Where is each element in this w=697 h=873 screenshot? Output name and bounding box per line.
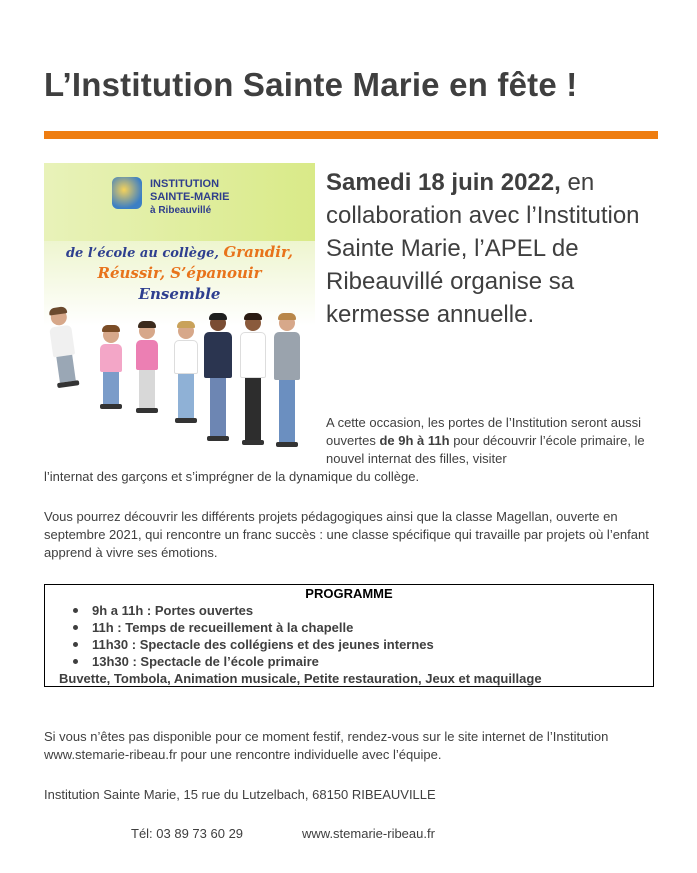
visit-paragraph-continued: l’internat des garçons et s’imprégner de la dynamique du collège. — [44, 469, 420, 484]
orange-divider — [44, 131, 658, 139]
school-logo-icon — [112, 177, 142, 209]
event-flyer-image — [44, 163, 315, 453]
child-figure — [136, 321, 158, 413]
child-figure — [174, 321, 198, 423]
bullet-icon — [73, 642, 78, 647]
flyer-slogan-line1: de l’école au collège, Grandir, — [65, 243, 294, 261]
programme-item: 13h30 : Spectacle de l’école primaire — [73, 654, 319, 669]
visit-paragraph: A cette occasion, les portes de l’Institution seront aussi ouvertes de 9h à 11h pour découvrir l’école primaire, le nouvel internat des filles, visiter — [326, 415, 645, 466]
flyer-slogan-line3: Ensemble — [138, 285, 221, 303]
bullet-icon — [73, 608, 78, 613]
programme-item: 11h30 : Spectacle des collégiens et des jeunes internes — [73, 637, 434, 652]
intro-text: Samedi 18 juin 2022, en collaboration avec l’Institution Sainte Marie, l’APEL de Ribeauvillé organise sa kermesse annuelle. — [326, 169, 640, 328]
child-figure — [240, 313, 266, 445]
phone-number: Tél: 03 89 73 60 29 — [131, 826, 244, 841]
programme-heading: PROGRAMME — [305, 586, 393, 601]
programme-activities: Buvette, Tombola, Animation musicale, Petite restauration, Jeux et maquillage — [59, 671, 542, 686]
bullet-icon — [73, 625, 78, 630]
child-figure — [204, 313, 232, 441]
programme-item: 11h : Temps de recueillement à la chapelle — [73, 620, 353, 635]
programme-item: 9h a 11h : Portes ouvertes — [73, 603, 253, 618]
programme-box — [44, 584, 654, 687]
child-figure — [274, 313, 300, 447]
page-title: L’Institution Sainte Marie en fête ! — [44, 66, 578, 103]
website-link[interactable]: www.stemarie-ribeau.fr — [302, 826, 435, 841]
address: Institution Sainte Marie, 15 rue du Lutzelbach, 68150 RIBEAUVILLE — [44, 787, 436, 802]
bullet-icon — [73, 659, 78, 664]
flyer-school-name: INSTITUTION SAINTE-MARIE à Ribeauvillé — [150, 178, 230, 216]
flyer-slogan-line2: Réussir, S’épanouir — [97, 264, 262, 282]
child-figure — [100, 325, 122, 409]
projects-paragraph: Vous pourrez découvrir les différents projets pédagogiques ainsi que la classe Magellan, ouverte en septembre 2021, qui rencontre un franc succès : une classe spécifique qui travaille par projets où l’enfant apprend à vivre ses émotions. — [44, 509, 649, 560]
website-paragraph: Si vous n’êtes pas disponible pour ce moment festif, rendez-vous sur le site internet de l’Institution www.stemarie-ribeau.fr pour une rencontre individuelle avec l’équipe. — [44, 729, 609, 762]
